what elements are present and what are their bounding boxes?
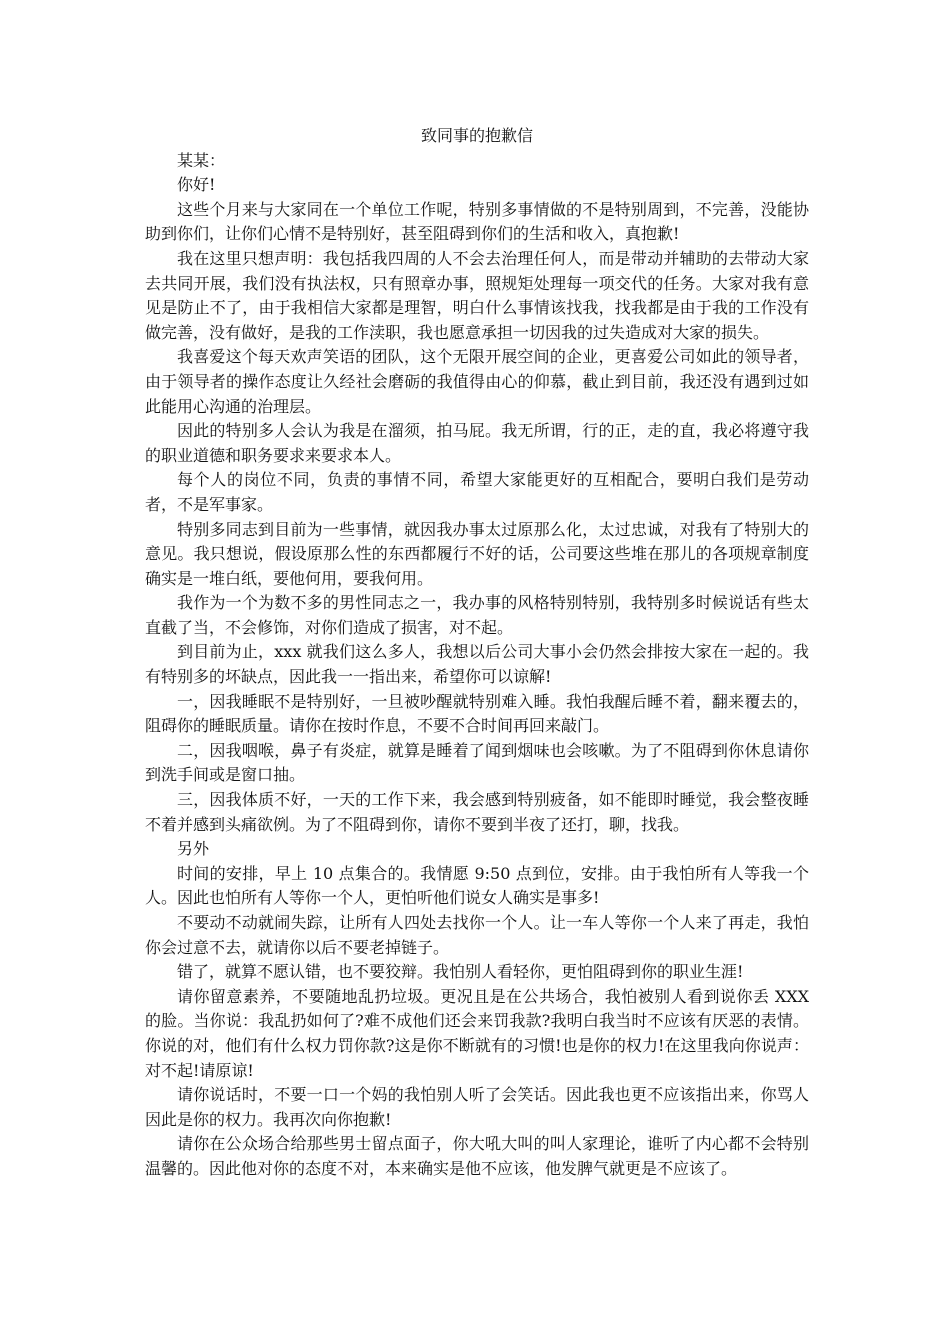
body-paragraph: 不要动不动就闹失踪，让所有人四处去找你一个人。让一车人等你一个人来了再走，我怕你会过意不去，就请你以后不要老掉链子。 xyxy=(145,913,809,957)
body-paragraph: 一，因我睡眠不是特别好，一旦被吵醒就特别难入睡。我怕我醒后睡不着，翻来覆去的，阻碍你的睡眠质量。请你在按时作息，不要不合时间再回来敲门。 xyxy=(145,691,809,736)
body-paragraph: 因此的特别多人会认为我是在溜须，拍马屁。我无所谓，行的正，走的直，我必将遵守我的职业道德和职务要求来要求本人。 xyxy=(145,421,809,465)
body-paragraph: 到目前为止，xxx 就我们这么多人，我想以后公司大事小会仍然会排按大家在一起的。我有特别多的坏缺点，因此我一一指出来，希望你可以谅解! xyxy=(145,642,809,687)
body-paragraph: 请你在公众场合给那些男士留点面子，你大吼大叫的叫人家理论，谁听了内心都不会特别温馨的。因此他对你的态度不对，本来确实是他不应该，他发脾气就更是不应该了。 xyxy=(145,1134,809,1178)
body-paragraph: 我在这里只想声明：我包括我四周的人不会去治理任何人，而是带动并辅助的去带动大家去共同开展，我们没有执法权，只有照章办事，照规矩处理每一项交代的任务。大家对我有意见是防止不了，由于我相信大家都是理智，明白什么事情该找我，找我都是由于我的工作没有做完善，没有做好，是我的工作渎职，我也愿意承担一切因我的过失造成对大家的损失。 xyxy=(145,248,809,342)
body-paragraph: 我作为一个为数不多的男性同志之一，我办事的风格特别特别，我特别多时候说话有些太直截了当，不会修饰，对你们造成了损害，对不起。 xyxy=(145,593,809,637)
body-paragraph: 每个人的岗位不同，负责的事情不同，希望大家能更好的互相配合，要明白我们是劳动者，不是军事家。 xyxy=(145,470,809,514)
document-page xyxy=(145,124,809,1182)
body-paragraph: 我喜爱这个每天欢声笑语的团队，这个无限开展空间的企业，更喜爱公司如此的领导者，由于领导者的操作态度让久经社会磨砺的我值得由心的仰慕，截止到目前，我还没有遇到过如此能用心沟通的治理层。 xyxy=(145,347,809,416)
body-paragraph: 错了，就算不愿认错，也不要狡辩。我怕别人看轻你，更怕阻碍到你的职业生涯! xyxy=(177,962,744,982)
body-paragraph: 另外 xyxy=(177,839,210,859)
body-paragraph: 请你留意素养，不要随地乱扔垃圾。更况且是在公共场合，我怕被别人看到说你丢 XXX 的脸。当你说：我乱扔如何了?难不成他们还会来罚我款?我明白我当时不应该有厌恶的表情。你说的对，他们有什么权力罚你款?这是你不断就有的习惯!也是你的权力!在这里我向你说声：对不起!请原谅! xyxy=(145,986,809,1080)
salutation: 某某： xyxy=(177,150,226,170)
document-title: 致同事的抱歉信 xyxy=(420,126,533,145)
greeting: 你好! xyxy=(177,175,216,195)
body-paragraph: 请你说话时，不要一口一个妈的我怕别人听了会笑话。因此我也更不应该指出来，你骂人因此是你的权力。我再次向你抱歉! xyxy=(145,1085,809,1129)
body-paragraph: 二，因我咽喉，鼻子有炎症，就算是睡着了闻到烟味也会咳嗽。为了不阻碍到你休息请你到洗手间或是窗口抽。 xyxy=(145,740,809,785)
body-paragraph: 三，因我体质不好，一天的工作下来，我会感到特别疲备，如不能即时睡觉，我会整夜睡不着并感到头痛欲例。为了不阻碍到你，请你不要到半夜了还打，聊，找我。 xyxy=(145,790,809,834)
body-paragraph: 特别多同志到目前为一些事情，就因我办事太过原那么化，太过忠诚，对我有了特别大的意见。我只想说，假设原那么性的东西都履行不好的话，公司要这些堆在那儿的各项规章制度确实是一堆白纸，要他何用，要我何用。 xyxy=(145,519,809,588)
body-paragraph: 时间的安排，早上 10 点集合的。我情愿 9:50 点到位，安排。由于我怕所有人等我一个人。因此也怕所有人等你一个人，更怕听他们说女人确实是事多! xyxy=(145,863,809,908)
body-paragraph: 这些个月来与大家同在一个单位工作呢，特别多事情做的不是特别周到，不完善，没能协助到你们，让你们心情不是特别好，甚至阻碍到你们的生活和收入，真抱歉! xyxy=(145,199,809,244)
